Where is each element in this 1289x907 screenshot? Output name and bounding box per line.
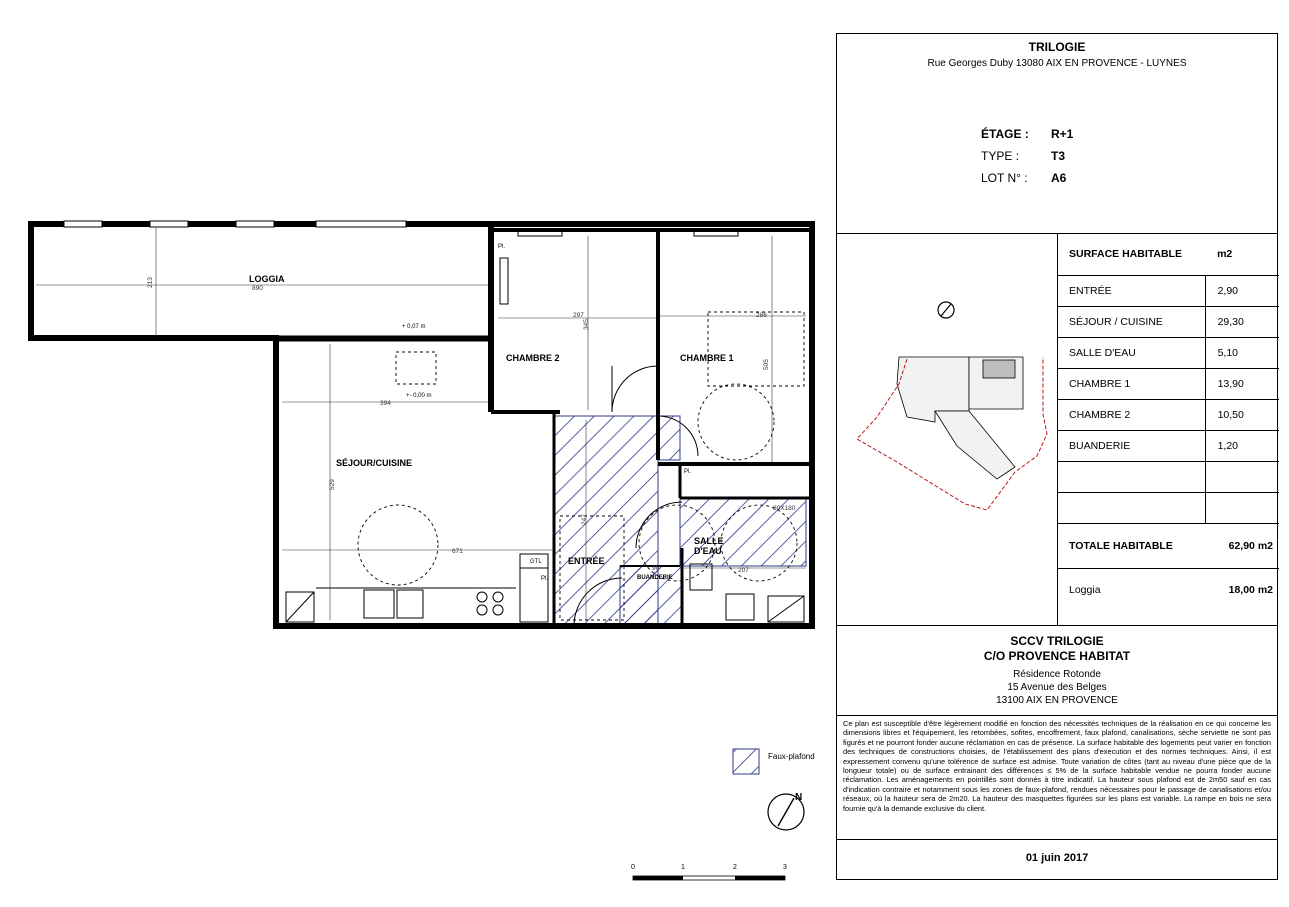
project-header <box>837 34 1277 234</box>
dim-shower: 80X180 <box>773 505 796 512</box>
dim-sejour-width: 394 <box>380 400 391 407</box>
tag-gtl: GTL <box>530 559 542 565</box>
surface-row-value: 1,20 <box>1205 430 1279 461</box>
scale-tick-1: 1 <box>681 864 685 871</box>
tag-placard-3: Pl. <box>498 244 506 250</box>
surface-table <box>1057 234 1279 612</box>
surface-row-label: SALLE D'EAU <box>1057 337 1205 368</box>
room-label-salle-eau-line2: D'EAU <box>694 546 722 556</box>
developer-name: SCCV TRILOGIE <box>1010 634 1104 648</box>
project-address: Rue Georges Duby 13080 AIX EN PROVENCE - LUYNES <box>927 58 1187 69</box>
lot-value: A6 <box>1051 171 1067 185</box>
room-label-chambre-2: CHAMBRE 2 <box>506 353 560 363</box>
surface-section <box>837 234 1277 626</box>
surface-row-value: 10,50 <box>1205 399 1279 430</box>
room-label-salle-eau-line1: SALLE <box>694 536 724 546</box>
surface-row-label: CHAMBRE 2 <box>1057 399 1205 430</box>
north-arrow-icon <box>768 792 804 830</box>
surface-row-value: 13,90 <box>1205 368 1279 399</box>
legal-notice <box>837 716 1277 840</box>
surface-row-label <box>1057 492 1205 523</box>
type-label: TYPE : <box>981 149 1020 163</box>
info-panel <box>836 33 1278 880</box>
surface-row-value <box>1205 461 1279 492</box>
site-plan-map <box>837 234 1057 626</box>
surface-row-label: SÉJOUR / CUISINE <box>1057 306 1205 337</box>
surface-total-value: 62,90 m2 <box>1205 523 1279 568</box>
room-label-sejour-cuisine: SÉJOUR/CUISINE <box>336 458 413 468</box>
dim-chambre2-width: 297 <box>573 312 584 319</box>
legend-label: Faux-plafond <box>768 752 815 761</box>
tag-placard-1: Pl. <box>541 576 549 582</box>
date-block <box>837 840 1277 880</box>
surface-row-value: 2,90 <box>1205 275 1279 306</box>
room-label-chambre-1: CHAMBRE 1 <box>680 353 734 363</box>
dim-sejour-diagonal: 671 <box>452 548 463 555</box>
surface-row-label: BUANDERIE <box>1057 430 1205 461</box>
tag-placard-2: Pl. <box>684 469 692 475</box>
dim-chambre1-width: 286 <box>756 312 767 319</box>
lot-label: LOT N° : <box>981 171 1028 185</box>
surface-loggia-label: Loggia <box>1069 584 1101 597</box>
dim-sejour-height: 529 <box>329 479 336 490</box>
developer-co: C/O PROVENCE HABITAT <box>983 649 1131 663</box>
dim-loggia-height: 213 <box>147 277 154 288</box>
dim-salle-eau-width: 207 <box>738 567 749 574</box>
developer-city: 13100 AIX EN PROVENCE <box>996 695 1118 706</box>
kitchen-counter <box>286 258 804 622</box>
surface-total-label: TOTALE HABITABLE <box>1057 523 1205 568</box>
dim-loggia-width: 890 <box>252 285 263 292</box>
room-label-entree: ENTRÉE <box>568 556 605 566</box>
room-label-loggia: LOGGIA <box>249 274 285 284</box>
project-title: TRILOGIE <box>1028 40 1086 54</box>
windows <box>64 221 738 341</box>
legend-hatch-swatch <box>733 749 759 774</box>
scale-tick-2: 2 <box>733 864 737 871</box>
surface-row-value: 5,10 <box>1205 337 1279 368</box>
type-value: T3 <box>1051 149 1066 163</box>
etage-value: R+1 <box>1051 127 1074 141</box>
tag-level-loggia: + 0,07 m <box>402 324 426 330</box>
scale-tick-0: 0 <box>631 864 635 871</box>
svg-text:N: N <box>795 792 803 803</box>
scale-tick-3: 3 <box>783 864 787 871</box>
surface-header-label: SURFACE HABITABLE <box>1057 234 1205 275</box>
developer-residence: Résidence Rotonde <box>1013 669 1101 680</box>
tag-level-sejour: +- 0,00 m <box>406 393 432 399</box>
dim-entree-height: 247 <box>581 514 588 525</box>
plan-date: 01 juin 2017 <box>1025 852 1089 864</box>
room-label-buanderie: BUANDERIE <box>637 575 673 581</box>
surface-row-label: CHAMBRE 1 <box>1057 368 1205 399</box>
surface-row-label: ENTRÉE <box>1057 275 1205 306</box>
compass-icon <box>938 302 954 318</box>
scale-bar <box>631 864 787 880</box>
dim-chambre2-height: 345 <box>583 319 590 330</box>
etage-label: ÉTAGE : <box>981 127 1029 141</box>
surface-row-value <box>1205 492 1279 523</box>
surface-row-value: 29,30 <box>1205 306 1279 337</box>
surface-row-label <box>1057 461 1205 492</box>
developer-street: 15 Avenue des Belges <box>1007 682 1107 693</box>
dim-chambre1-height: 505 <box>763 359 770 370</box>
legal-text: Ce plan est susceptible d'être légèrement modifié en fonction des nécessités techniques de la réalisation en ce qui concerne les dimensions libres et l'équipement, les retombées, sofites, encoffrement, faux plafond, canalisations, sèche serviette ne sont pas figurés et ne pourront fonder aucune réclamation en cas de présence. La surface habitable des logements peut varier en fonction des techniques de constructions choisies, de l'établissement des plans d'execution et des normes techniques. Ainsi, il est expressement convenu qu'une tolérence de surface est admise. Toute variation de côtes (tant au niveau d'une pièce que de la longueur totale) ou de surface entrainant des différences ≤ 5% de la surface habitable vendue ne pourra fonder aucune réclamation. Les aménagements en pointillés sont donnés à titre indicatif. La hauteur sous plafond est de 2m50 sauf en cas d'indication contraire et notamment sous les zones de faux-plafond, rendues nécessaires pour le passage de canalisations et/ou réseaux, où la hauteur sera de 2m20. La hauteur des masquettes figurées sur les plans est variable. La rampe en bois ne sera fournie qu'à la demande exclusive du client. <box>843 719 1271 813</box>
developer-block <box>837 626 1277 716</box>
faux-plafond-zone <box>554 416 806 626</box>
building-footprint <box>897 357 1023 479</box>
surface-header-unit: m2 <box>1205 234 1279 275</box>
surface-loggia-value: 18,00 m2 <box>1228 584 1273 597</box>
dim-buanderie: 90 <box>652 565 660 572</box>
